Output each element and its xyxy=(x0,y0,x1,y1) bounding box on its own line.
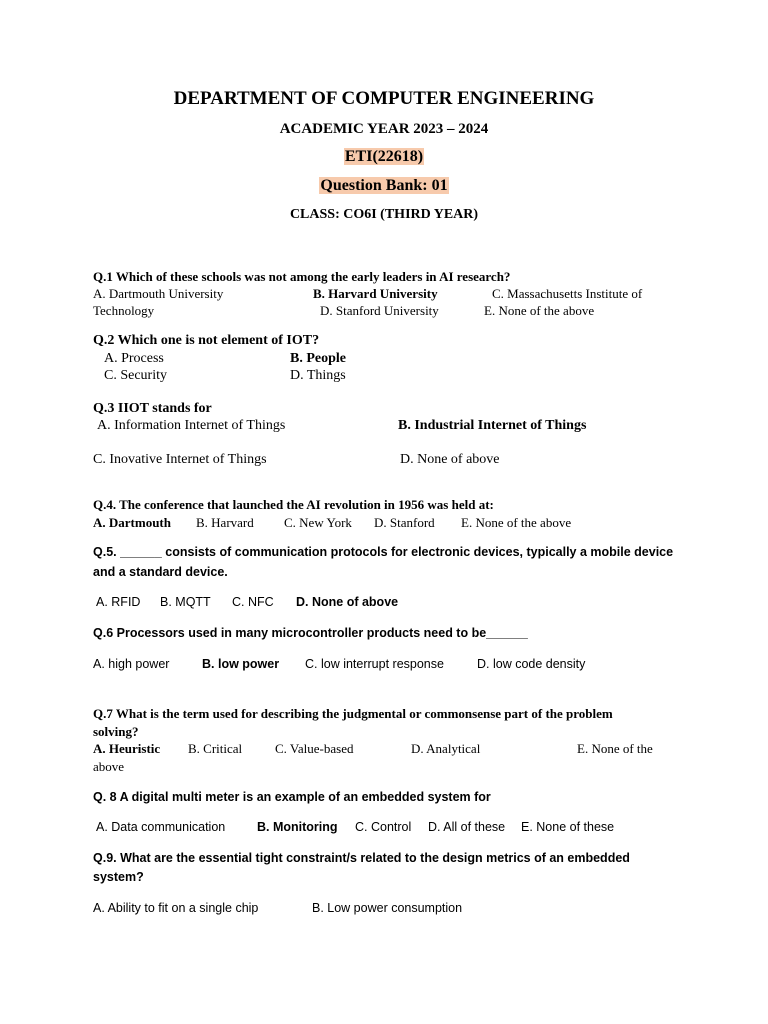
question-bank-text: Question Bank: 01 xyxy=(320,177,448,194)
q8-option-a: A. Data communication xyxy=(96,820,226,834)
q6-question: Q.6 Processors used in many microcontroller products need to be______ xyxy=(93,626,528,640)
q3-option-c: C. Inovative Internet of Things xyxy=(93,452,267,467)
q1-option-e: E. None of the above xyxy=(484,303,595,318)
q1-option-b: B. Harvard University xyxy=(313,286,438,301)
q6-option-d: D. low code density xyxy=(477,657,586,671)
subject-code xyxy=(0,148,768,166)
subject-code-text: ETI(22618) xyxy=(344,148,424,165)
q5-option-b: B. MQTT xyxy=(160,595,211,609)
q5-question-line-1: Q.5. ______ consists of communication protocols for electronic devices, typically a mobile device xyxy=(93,545,674,559)
academic-year: ACADEMIC YEAR 2023 – 2024 xyxy=(279,121,489,137)
q7-option-c: C. Value-based xyxy=(275,741,354,756)
q3-option-a: A. Information Internet of Things xyxy=(97,418,286,433)
q7-option-e: E. None of the xyxy=(577,741,653,756)
q8-question: Q. 8 A digital multi meter is an example of an embedded system for xyxy=(93,790,491,804)
class-label: CLASS: CO6I (THIRD YEAR) xyxy=(289,207,479,222)
q7-question-line-2: solving? xyxy=(93,724,139,739)
q4-option-d: D. Stanford xyxy=(374,515,435,530)
q7-option-e-continued: above xyxy=(93,759,125,774)
q4-option-b: B. Harvard xyxy=(196,515,254,530)
q5-option-d: D. None of above xyxy=(296,595,399,609)
q8-option-e: E. None of these xyxy=(521,820,615,834)
q9-question-line-2: system? xyxy=(93,870,144,884)
q1-option-d: D. Stanford University xyxy=(320,303,439,318)
q5-option-c: C. NFC xyxy=(232,595,274,609)
q6-option-c: C. low interrupt response xyxy=(305,657,444,671)
q4-option-c: C. New York xyxy=(284,515,352,530)
question-bank-title xyxy=(0,177,768,195)
q5-question-line-2: and a standard device. xyxy=(93,565,228,579)
q3-option-b: B. Industrial Internet of Things xyxy=(398,418,587,433)
q2-option-a: A. Process xyxy=(104,351,164,366)
q2-question: Q.2 Which one is not element of IOT? xyxy=(93,333,320,348)
q1-option-c: C. Massachusetts Institute of xyxy=(492,286,643,301)
q8-option-d: D. All of these xyxy=(428,820,506,834)
q9-question-line-1: Q.9. What are the essential tight constraint/s related to the design metrics of an embedded xyxy=(93,851,630,865)
q2-option-c: C. Security xyxy=(104,368,167,383)
q1-option-c-continued: Technology xyxy=(93,303,155,318)
q1-option-a: A. Dartmouth University xyxy=(93,286,224,301)
q2-option-d: D. Things xyxy=(290,368,346,383)
q6-option-a: A. high power xyxy=(93,657,170,671)
q1-question: Q.1 Which of these schools was not among the early leaders in AI research? xyxy=(93,269,511,284)
q5-option-a: A. RFID xyxy=(96,595,141,609)
q3-option-d: D. None of above xyxy=(400,452,500,467)
q7-option-d: D. Analytical xyxy=(411,741,481,756)
q4-option-e: E. None of the above xyxy=(461,515,572,530)
q4-option-a: A. Dartmouth xyxy=(93,515,171,530)
q7-option-a: A. Heuristic xyxy=(93,741,161,756)
q2-option-b: B. People xyxy=(290,351,346,366)
q4-question: Q.4. The conference that launched the AI revolution in 1956 was held at: xyxy=(93,497,494,512)
q7-question-line-1: Q.7 What is the term used for describing the judgmental or commonsense part of the problem xyxy=(93,706,613,721)
q9-option-b: B. Low power consumption xyxy=(312,901,463,915)
department-title: DEPARTMENT OF COMPUTER ENGINEERING xyxy=(173,88,595,109)
q9-option-a: A. Ability to fit on a single chip xyxy=(93,901,259,915)
q7-option-b: B. Critical xyxy=(188,741,243,756)
q6-option-b: B. low power xyxy=(202,657,280,671)
q8-option-c: C. Control xyxy=(355,820,412,834)
q3-question: Q.3 IIOT stands for xyxy=(93,401,212,416)
q8-option-b: B. Monitoring xyxy=(257,820,338,834)
